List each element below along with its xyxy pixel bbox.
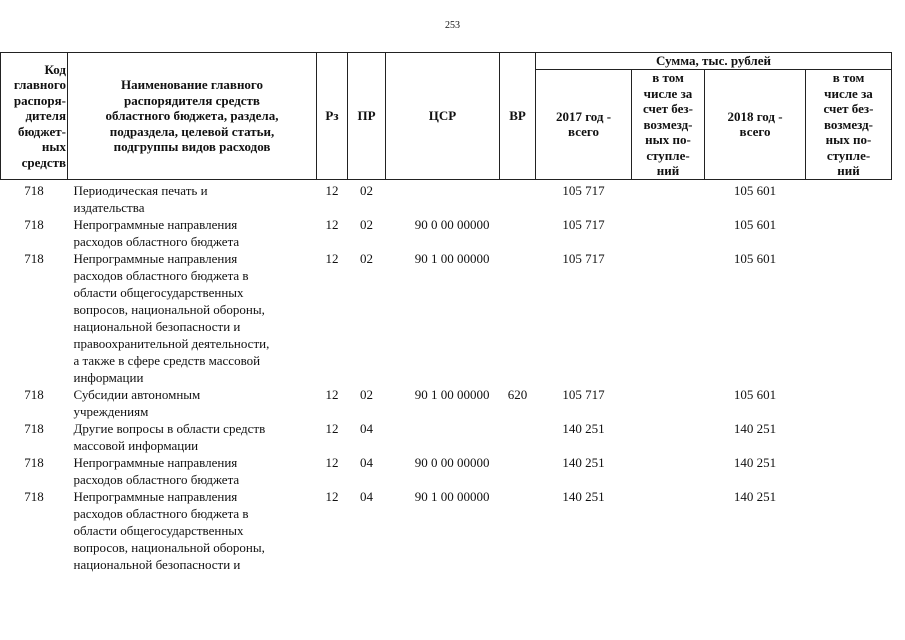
header-2017-free-line: числе за [643, 85, 693, 101]
header-2017-line: всего [568, 124, 599, 140]
table-row [1, 250, 892, 386]
header-sum: Сумма, тыс. рублей [536, 53, 892, 70]
cell-2017-free [632, 216, 705, 250]
cell-rz: 12 [325, 488, 339, 504]
cell-rz: 12 [325, 420, 339, 436]
cell-name-line: информации [73, 369, 144, 385]
header-name-line: подраздела, целевой статьи, [109, 123, 275, 139]
header-kod-line: главного [13, 77, 66, 92]
cell-name-line: расходов областного бюджета в [73, 505, 249, 521]
cell-name-line: Непрограммные направления [73, 250, 238, 266]
cell-pr: 02 [360, 182, 373, 198]
cell-vr [500, 420, 536, 454]
cell-2017-total: 105 717 [562, 250, 605, 266]
header-2017-total [536, 70, 632, 180]
cell-rz: 12 [325, 216, 339, 232]
header-2018-free-line: счет без- [823, 101, 874, 116]
header-csr: ЦСР [386, 53, 500, 180]
cell-2017-free [632, 420, 705, 454]
header-name-line: распорядителя средств [124, 92, 260, 108]
header-2017-free-line: в том [652, 70, 684, 85]
cell-2018-total: 105 601 [733, 250, 777, 266]
header-2017-free-line: ных по- [645, 132, 691, 147]
header-2018-line: 2018 год - [727, 108, 783, 124]
cell-csr: 90 0 00 00000 [414, 216, 490, 232]
cell-kod: 718 [24, 250, 44, 266]
cell-kod: 718 [24, 454, 44, 470]
cell-2017-total: 105 717 [562, 386, 605, 402]
cell-name [68, 250, 317, 386]
cell-name-line: а также в сфере средств массовой [73, 352, 261, 368]
cell-name-line: правоохранительной деятельности, [73, 335, 270, 351]
cell-2017-free [632, 386, 705, 420]
table-row [1, 179, 892, 216]
table-header [1, 53, 892, 180]
cell-2018-total: 140 251 [733, 488, 777, 504]
cell-name-line: национальной безопасности и [73, 318, 241, 334]
cell-2018-total: 140 251 [733, 420, 777, 436]
cell-2017-total: 105 717 [562, 182, 605, 198]
header-2017-line: 2017 год - [555, 108, 612, 124]
cell-2018-total: 140 251 [733, 454, 777, 470]
header-name-line: Наименование главного [120, 77, 264, 92]
cell-kod: 718 [24, 420, 44, 436]
cell-csr [386, 420, 500, 454]
header-name-line: областного бюджета, раздела, [105, 108, 279, 123]
cell-name-line: расходов областного бюджета в [73, 267, 249, 283]
cell-name-line: Непрограммные направления [73, 216, 238, 232]
cell-2017-free [632, 179, 705, 216]
cell-name-line: области общегосударственных [73, 522, 244, 538]
cell-pr: 02 [360, 216, 373, 232]
cell-kod: 718 [24, 182, 44, 198]
cell-name-line: вопросов, национальной обороны, [73, 301, 265, 317]
header-kod-line: распоря- [13, 92, 66, 108]
header-kod-line: ных [41, 139, 66, 154]
table-row [1, 454, 892, 488]
header-2018-line: всего [739, 124, 771, 140]
header-2017-free [632, 70, 705, 180]
table-row [1, 420, 892, 454]
header-2018-free-line: числе за [824, 85, 873, 101]
cell-name-line: расходов областного бюджета [73, 471, 240, 487]
cell-2018-total: 105 601 [733, 216, 777, 232]
cell-2017-total: 105 717 [562, 216, 605, 232]
cell-csr [386, 179, 500, 216]
cell-2018-free [806, 420, 892, 454]
cell-kod: 718 [24, 386, 44, 402]
header-vr: ВР [500, 53, 536, 180]
cell-name [68, 386, 317, 420]
cell-name-line: Субсидии автономным [73, 386, 201, 402]
cell-2017-free [632, 454, 705, 488]
cell-name [68, 216, 317, 250]
header-kod-line: средств [21, 154, 66, 170]
cell-2018-total: 105 601 [733, 386, 777, 402]
header-name [68, 53, 317, 180]
cell-kod: 718 [24, 216, 44, 232]
header-2017-free-line: ний [656, 163, 680, 178]
cell-name-line: Другие вопросы в области средств [73, 420, 266, 436]
header-kod-line: бюджет- [17, 123, 66, 139]
cell-name [68, 179, 317, 216]
cell-2017-free [632, 250, 705, 386]
cell-2018-free [806, 250, 892, 386]
table-body [1, 179, 892, 573]
cell-name-line: национальной безопасности и [73, 556, 241, 572]
cell-2018-free [806, 488, 892, 573]
budget-table [0, 52, 892, 573]
cell-kod: 718 [24, 488, 44, 504]
cell-vr [500, 488, 536, 573]
cell-name-line: Периодическая печать и [73, 182, 208, 198]
header-2018-free-line: в том [832, 70, 865, 85]
header-kod-line: Код [44, 61, 66, 77]
cell-name-line: Непрограммные направления [73, 454, 238, 470]
header-2018-free [806, 70, 892, 180]
header-2018-total [705, 70, 806, 180]
cell-name-line: Непрограммные направления [73, 488, 238, 504]
cell-2018-total: 105 601 [733, 182, 777, 198]
cell-name [68, 454, 317, 488]
cell-2018-free [806, 179, 892, 216]
cell-vr [500, 454, 536, 488]
cell-2018-free [806, 454, 892, 488]
cell-pr: 04 [360, 454, 373, 470]
cell-pr: 04 [360, 488, 373, 504]
table-row [1, 386, 892, 420]
cell-pr: 04 [360, 420, 373, 436]
header-kod [1, 53, 68, 180]
header-pr: ПР [348, 53, 386, 180]
cell-vr [500, 179, 536, 216]
cell-name-line: вопросов, национальной обороны, [73, 539, 265, 555]
cell-vr [500, 250, 536, 386]
cell-name-line: расходов областного бюджета [73, 233, 240, 249]
cell-csr: 90 0 00 00000 [414, 454, 490, 470]
header-2018-free-line: возмезд- [824, 116, 873, 132]
cell-2017-total: 140 251 [562, 488, 605, 504]
cell-name-line: учреждениям [73, 403, 149, 419]
cell-rz: 12 [325, 386, 339, 402]
header-2018-free-line: ний [837, 163, 860, 178]
header-rz: Рз [317, 53, 348, 180]
header-2017-free-line: возмезд- [643, 116, 693, 132]
cell-csr: 90 1 00 00000 [414, 250, 490, 266]
cell-2017-free [632, 488, 705, 573]
table-row [1, 488, 892, 573]
cell-name [68, 488, 317, 573]
cell-pr: 02 [360, 386, 373, 402]
cell-csr: 90 1 00 00000 [414, 386, 490, 402]
cell-vr: 620 [507, 386, 528, 402]
cell-name [68, 420, 317, 454]
header-kod-line: дителя [25, 108, 66, 123]
header-name-line: подгруппы видов расходов [113, 139, 271, 154]
page-number: 253 [445, 20, 460, 31]
cell-pr: 02 [360, 250, 373, 266]
cell-rz: 12 [325, 182, 339, 198]
header-2018-free-line: ступле- [826, 147, 871, 163]
cell-2018-free [806, 216, 892, 250]
cell-2017-total: 140 251 [562, 454, 605, 470]
cell-name-line: области общегосударственных [73, 284, 244, 300]
cell-name-line: издательства [73, 199, 145, 215]
cell-csr: 90 1 00 00000 [414, 488, 490, 504]
cell-rz: 12 [325, 250, 339, 266]
cell-2018-free [806, 386, 892, 420]
header-2017-free-line: ступле- [646, 147, 690, 163]
table-row [1, 216, 892, 250]
cell-name-line: массовой информации [73, 437, 199, 453]
header-2017-free-line: счет без- [643, 101, 693, 116]
cell-rz: 12 [325, 454, 339, 470]
cell-vr [500, 216, 536, 250]
header-2018-free-line: ных по- [825, 132, 872, 147]
cell-2017-total: 140 251 [562, 420, 605, 436]
